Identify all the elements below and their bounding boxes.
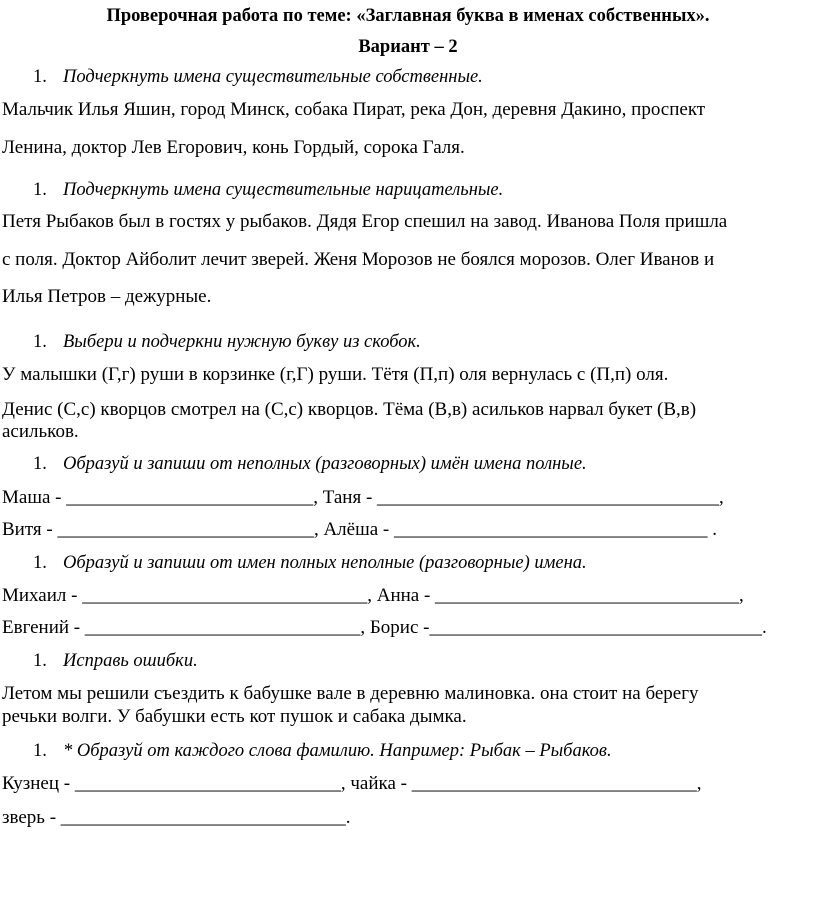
task-2-line-3: Илья Петров – дежурные. (2, 286, 212, 307)
task-7-instruction (33, 740, 612, 762)
task-3-instruction (33, 331, 421, 353)
task-1-line-2: Ленина, доктор Лев Егорович, конь Гордый, сорока Галя. (2, 137, 465, 158)
task-1-instruction (33, 66, 483, 88)
task-2-instruction (33, 179, 503, 201)
task-3-line-3: асильков. (2, 421, 79, 442)
task-number: 1. (33, 332, 47, 352)
task-6-line-1: Летом мы решили съездить к бабушке вале в деревню малиновка. она стоит на берегу (2, 683, 699, 704)
task-2-line-2: с поля. Доктор Айболит лечит зверей. Женя Морозов не боялся морозов. Олег Иванов и (2, 249, 715, 270)
task-number: 1. (33, 553, 47, 573)
task-4-instruction (33, 453, 587, 475)
task-3-line-2: Денис (С,с) кворцов смотрел на (С,с) кворцов. Тёма (В,в) асильков нарвал букет (В,в) (2, 399, 697, 420)
task-1-line-1: Мальчик Илья Яшин, город Минск, собака Пират, река Дон, деревня Дакино, проспект (2, 99, 706, 120)
task-3-line-1: У малышки (Г,г) руши в корзинке (г,Г) руши. Тётя (П,п) оля вернулась с (П,п) оля. (2, 364, 669, 385)
variant-label: Вариант – 2 (358, 37, 458, 57)
task-5-line-1: Михаил - ______________________________, Анна - ________________________________, (2, 585, 744, 606)
task-number: 1. (33, 67, 47, 87)
task-4-line-2: Витя - ___________________________, Алёша - _________________________________ . (2, 519, 717, 540)
task-number: 1. (33, 180, 47, 200)
task-6-line-2: речьки волги. У бабушки есть кот пушок и сабака дымка. (2, 706, 467, 727)
task-number: 1. (33, 651, 47, 671)
page-title: Проверочная работа по теме: «Заглавная буква в именах собственных». (106, 6, 710, 26)
task-text: * Образуй от каждого слова фамилию. Например: Рыбак – Рыбаков. (63, 741, 612, 761)
task-text: Образуй и запиши от имен полных неполные (разговорные) имена. (63, 553, 587, 573)
task-number: 1. (33, 741, 47, 761)
task-7-line-1: Кузнец - ____________________________, чайка - ______________________________, (2, 773, 702, 794)
task-text: Образуй и запиши от неполных (разговорных) имён имена полные. (63, 454, 587, 474)
task-4-line-1: Маша - __________________________, Таня - ____________________________________, (2, 487, 724, 508)
task-number: 1. (33, 454, 47, 474)
task-text: Выбери и подчеркни нужную букву из скобок. (63, 332, 421, 352)
task-5-line-2: Евгений - _____________________________, Борис -___________________________________. (2, 617, 767, 638)
task-6-instruction (33, 650, 198, 672)
task-text: Подчеркнуть имена существительные нарицательные. (63, 180, 504, 200)
task-text: Подчеркнуть имена существительные собственные. (63, 67, 483, 87)
task-text: Исправь ошибки. (63, 651, 198, 671)
task-7-line-2: зверь - ______________________________. (2, 807, 351, 828)
task-5-instruction (33, 552, 587, 574)
task-2-line-1: Петя Рыбаков был в гостях у рыбаков. Дядя Егор спешил на завод. Иванова Поля пришла (2, 211, 728, 232)
